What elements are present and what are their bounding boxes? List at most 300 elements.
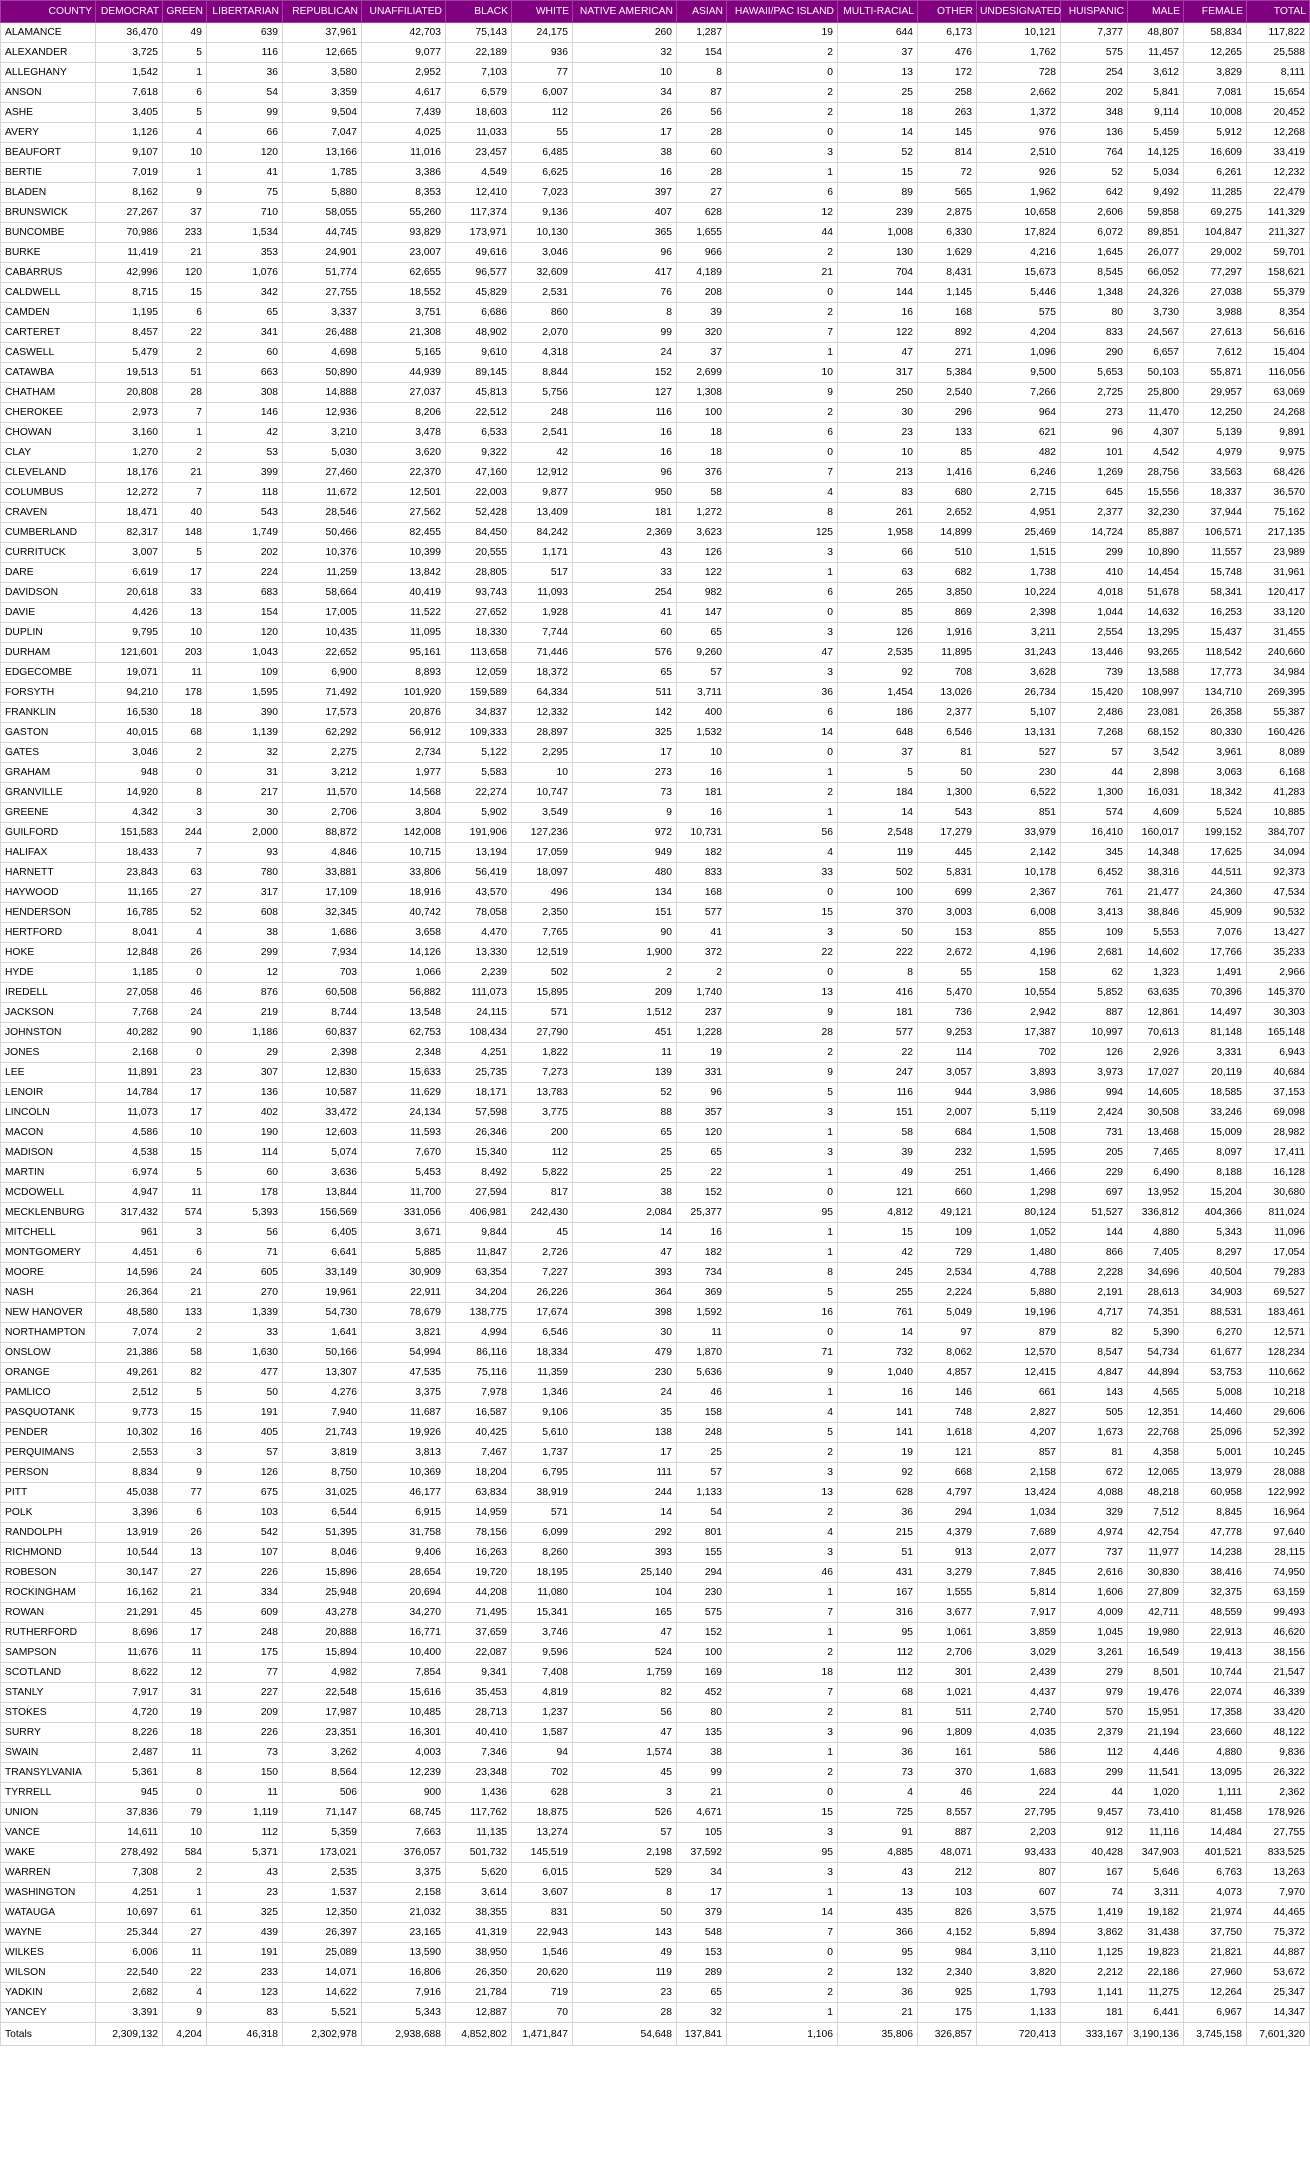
data-cell[interactable]: 145,519	[512, 1843, 573, 1863]
data-cell[interactable]: 14,484	[1184, 1823, 1247, 1843]
data-cell[interactable]: 121,601	[96, 643, 163, 663]
data-cell[interactable]: 6,173	[918, 23, 977, 43]
data-cell[interactable]: 279	[1061, 1663, 1128, 1683]
data-cell[interactable]: 53	[207, 443, 283, 463]
data-cell[interactable]: 2,377	[918, 703, 977, 723]
column-header-green[interactable]: GREEN	[163, 1, 207, 23]
data-cell[interactable]: 2	[163, 1863, 207, 1883]
data-cell[interactable]: 6,579	[446, 83, 512, 103]
data-cell[interactable]: 936	[512, 43, 573, 63]
data-cell[interactable]: 43	[838, 1863, 918, 1883]
data-cell[interactable]: 13,295	[1128, 623, 1184, 643]
data-cell[interactable]: 1,532	[677, 723, 727, 743]
data-cell[interactable]: 6,405	[283, 1223, 362, 1243]
county-name-cell[interactable]: WASHINGTON	[1, 1883, 96, 1903]
data-cell[interactable]: 18,433	[96, 843, 163, 863]
data-cell[interactable]: 25,096	[1184, 1423, 1247, 1443]
data-cell[interactable]: 56	[677, 103, 727, 123]
data-cell[interactable]: 317,432	[96, 1203, 163, 1223]
data-cell[interactable]: 7	[163, 403, 207, 423]
data-cell[interactable]: 7,768	[96, 1003, 163, 1023]
data-cell[interactable]: 20,618	[96, 583, 163, 603]
data-cell[interactable]: 22,074	[1184, 1683, 1247, 1703]
data-cell[interactable]: 345	[1061, 843, 1128, 863]
data-cell[interactable]: 5,139	[1184, 423, 1247, 443]
data-cell[interactable]: 948	[96, 763, 163, 783]
data-cell[interactable]: 20,876	[362, 703, 446, 723]
data-cell[interactable]: 8,353	[362, 183, 446, 203]
data-cell[interactable]: 151,583	[96, 823, 163, 843]
data-cell[interactable]: 47	[573, 1723, 677, 1743]
data-cell[interactable]: 60	[677, 143, 727, 163]
data-cell[interactable]: 152	[677, 1623, 727, 1643]
data-cell[interactable]: 158,621	[1247, 263, 1310, 283]
data-cell[interactable]: 103	[918, 1883, 977, 1903]
data-cell[interactable]: 15,009	[1184, 1123, 1247, 1143]
data-cell[interactable]: 14,622	[283, 1983, 362, 2003]
data-cell[interactable]: 3,973	[1061, 1063, 1128, 1083]
data-cell[interactable]: 9,406	[362, 1543, 446, 1563]
data-cell[interactable]: 833,525	[1247, 1843, 1310, 1863]
data-cell[interactable]: 3,607	[512, 1883, 573, 1903]
data-cell[interactable]: 719	[512, 1983, 573, 2003]
data-cell[interactable]: 26,350	[446, 1963, 512, 1983]
data-cell[interactable]: 144	[1061, 1223, 1128, 1243]
data-cell[interactable]: 126	[838, 623, 918, 643]
data-cell[interactable]: 46,339	[1247, 1683, 1310, 1703]
data-cell[interactable]: 173,021	[283, 1843, 362, 1863]
data-cell[interactable]: 3	[727, 1823, 838, 1843]
data-cell[interactable]: 81,458	[1184, 1803, 1247, 1823]
data-cell[interactable]: 609	[207, 1603, 283, 1623]
data-cell[interactable]: 49,261	[96, 1363, 163, 1383]
data-cell[interactable]: 644	[838, 23, 918, 43]
data-cell[interactable]: 27,460	[283, 463, 362, 483]
data-cell[interactable]: 5,646	[1128, 1863, 1184, 1883]
data-cell[interactable]: 18,471	[96, 503, 163, 523]
data-cell[interactable]: 949	[573, 843, 677, 863]
data-cell[interactable]: 2,512	[96, 1383, 163, 1403]
data-cell[interactable]: 3,775	[512, 1103, 573, 1123]
data-cell[interactable]: 122	[838, 323, 918, 343]
data-cell[interactable]: 9,077	[362, 43, 446, 63]
data-cell[interactable]: 3,612	[1128, 63, 1184, 83]
data-cell[interactable]: 2,398	[283, 1043, 362, 1063]
column-header-libertarian[interactable]: LIBERTARIAN	[207, 1, 283, 23]
data-cell[interactable]: 8,696	[96, 1623, 163, 1643]
data-cell[interactable]: 26,488	[283, 323, 362, 343]
data-cell[interactable]: 119	[573, 1963, 677, 1983]
data-cell[interactable]: 126	[207, 1463, 283, 1483]
data-cell[interactable]: 8,547	[1061, 1343, 1128, 1363]
data-cell[interactable]: 37	[677, 343, 727, 363]
data-cell[interactable]: 4	[727, 843, 838, 863]
data-cell[interactable]: 50,890	[283, 363, 362, 383]
data-cell[interactable]: 16	[838, 303, 918, 323]
data-cell[interactable]: 4,342	[96, 803, 163, 823]
data-cell[interactable]: 5,393	[207, 1203, 283, 1223]
county-name-cell[interactable]: CASWELL	[1, 343, 96, 363]
data-cell[interactable]: 27,267	[96, 203, 163, 223]
data-cell[interactable]: 2,672	[918, 943, 977, 963]
data-cell[interactable]: 14,724	[1061, 523, 1128, 543]
data-cell[interactable]: 511	[573, 683, 677, 703]
data-cell[interactable]: 25,347	[1247, 1983, 1310, 2003]
data-cell[interactable]: 66,052	[1128, 263, 1184, 283]
data-cell[interactable]: 5,030	[283, 443, 362, 463]
data-cell[interactable]: 9	[573, 803, 677, 823]
data-cell[interactable]: 30,508	[1128, 1103, 1184, 1123]
data-cell[interactable]: 71	[207, 1243, 283, 1263]
data-cell[interactable]: 1	[727, 1623, 838, 1643]
data-cell[interactable]: 33,120	[1247, 603, 1310, 623]
data-cell[interactable]: 14,238	[1184, 1543, 1247, 1563]
data-cell[interactable]: 3,961	[1184, 743, 1247, 763]
data-cell[interactable]: 7,663	[362, 1823, 446, 1843]
data-cell[interactable]: 11	[677, 1323, 727, 1343]
data-cell[interactable]: 62,292	[283, 723, 362, 743]
data-cell[interactable]: 543	[918, 803, 977, 823]
data-cell[interactable]: 5,359	[283, 1823, 362, 1843]
data-cell[interactable]: 7,405	[1128, 1243, 1184, 1263]
data-cell[interactable]: 292	[573, 1523, 677, 1543]
data-cell[interactable]: 21	[677, 1783, 727, 1803]
county-name-cell[interactable]: SURRY	[1, 1723, 96, 1743]
county-name-cell[interactable]: MACON	[1, 1123, 96, 1143]
data-cell[interactable]: 65	[677, 623, 727, 643]
data-cell[interactable]: 69,275	[1184, 203, 1247, 223]
data-cell[interactable]: 93,433	[977, 1843, 1061, 1863]
data-cell[interactable]: 3,210	[283, 423, 362, 443]
data-cell[interactable]: 4,470	[446, 923, 512, 943]
data-cell[interactable]: 807	[977, 1863, 1061, 1883]
data-cell[interactable]: 1,171	[512, 543, 573, 563]
data-cell[interactable]: 168	[677, 883, 727, 903]
totals-cell[interactable]: 1,106	[727, 2023, 838, 2046]
data-cell[interactable]: 501,732	[446, 1843, 512, 1863]
data-cell[interactable]: 13,842	[362, 563, 446, 583]
data-cell[interactable]: 47	[727, 643, 838, 663]
data-cell[interactable]: 3	[163, 803, 207, 823]
data-cell[interactable]: 10,587	[283, 1083, 362, 1103]
county-name-cell[interactable]: HENDERSON	[1, 903, 96, 923]
data-cell[interactable]: 56	[207, 1223, 283, 1243]
data-cell[interactable]: 26	[573, 103, 677, 123]
county-name-cell[interactable]: MITCHELL	[1, 1223, 96, 1243]
data-cell[interactable]: 109	[1061, 923, 1128, 943]
data-cell[interactable]: 25	[677, 1443, 727, 1463]
data-cell[interactable]: 944	[918, 1083, 977, 1103]
data-cell[interactable]: 6,452	[1061, 863, 1128, 883]
data-cell[interactable]: 1,673	[1061, 1423, 1128, 1443]
data-cell[interactable]: 55,871	[1184, 363, 1247, 383]
data-cell[interactable]: 299	[207, 943, 283, 963]
data-cell[interactable]: 8,564	[283, 1763, 362, 1783]
data-cell[interactable]: 111,073	[446, 983, 512, 1003]
data-cell[interactable]: 10,554	[977, 983, 1061, 1003]
data-cell[interactable]: 10,008	[1184, 103, 1247, 123]
data-cell[interactable]: 294	[918, 1503, 977, 1523]
data-cell[interactable]: 994	[1061, 1083, 1128, 1103]
data-cell[interactable]: 7,917	[96, 1683, 163, 1703]
data-cell[interactable]: 5,620	[446, 1863, 512, 1883]
data-cell[interactable]: 17,054	[1247, 1243, 1310, 1263]
data-cell[interactable]: 82	[1061, 1323, 1128, 1343]
data-cell[interactable]: 117,374	[446, 203, 512, 223]
data-cell[interactable]: 628	[512, 1783, 573, 1803]
data-cell[interactable]: 85,887	[1128, 523, 1184, 543]
data-cell[interactable]: 32,230	[1128, 503, 1184, 523]
data-cell[interactable]: 301	[918, 1663, 977, 1683]
data-cell[interactable]: 19	[163, 1703, 207, 1723]
data-cell[interactable]: 248	[512, 403, 573, 423]
data-cell[interactable]: 40,425	[446, 1423, 512, 1443]
data-cell[interactable]: 126	[1061, 1043, 1128, 1063]
data-cell[interactable]: 11,259	[283, 563, 362, 583]
data-cell[interactable]: 761	[1061, 883, 1128, 903]
data-cell[interactable]: 2,168	[96, 1043, 163, 1063]
data-cell[interactable]: 213	[838, 463, 918, 483]
data-cell[interactable]: 40,742	[362, 903, 446, 923]
data-cell[interactable]: 476	[918, 43, 977, 63]
data-cell[interactable]: 2,486	[1061, 703, 1128, 723]
data-cell[interactable]: 127,236	[512, 823, 573, 843]
data-cell[interactable]: 43	[207, 1863, 283, 1883]
data-cell[interactable]: 11,275	[1128, 1983, 1184, 2003]
data-cell[interactable]: 13,588	[1128, 663, 1184, 683]
data-cell[interactable]: 68	[163, 723, 207, 743]
data-cell[interactable]: 364	[573, 1283, 677, 1303]
data-cell[interactable]: 502	[838, 863, 918, 883]
data-cell[interactable]: 5,610	[512, 1423, 573, 1443]
data-cell[interactable]: 2,898	[1128, 763, 1184, 783]
data-cell[interactable]: 2	[163, 743, 207, 763]
data-cell[interactable]: 19,961	[283, 1283, 362, 1303]
data-cell[interactable]: 18	[163, 703, 207, 723]
data-cell[interactable]: 51,527	[1061, 1203, 1128, 1223]
data-cell[interactable]: 11	[573, 1043, 677, 1063]
data-cell[interactable]: 56,419	[446, 863, 512, 883]
data-cell[interactable]: 0	[163, 1783, 207, 1803]
data-cell[interactable]: 8,354	[1247, 303, 1310, 323]
data-cell[interactable]: 25,800	[1128, 383, 1184, 403]
data-cell[interactable]: 11,676	[96, 1643, 163, 1663]
data-cell[interactable]: 18	[727, 1663, 838, 1683]
column-header-huispanic[interactable]: HUISPANIC	[1061, 1, 1128, 23]
data-cell[interactable]: 390	[207, 703, 283, 723]
data-cell[interactable]: 347,903	[1128, 1843, 1184, 1863]
data-cell[interactable]: 142,008	[362, 823, 446, 843]
county-name-cell[interactable]: CALDWELL	[1, 283, 96, 303]
data-cell[interactable]: 5,885	[362, 1243, 446, 1263]
data-cell[interactable]: 11,285	[1184, 183, 1247, 203]
data-cell[interactable]: 38,950	[446, 1943, 512, 1963]
data-cell[interactable]: 278,492	[96, 1843, 163, 1863]
data-cell[interactable]: 44,939	[362, 363, 446, 383]
data-cell[interactable]: 1,034	[977, 1503, 1061, 1523]
data-cell[interactable]: 28	[163, 383, 207, 403]
data-cell[interactable]: 1,512	[573, 1003, 677, 1023]
data-cell[interactable]: 369	[677, 1283, 727, 1303]
data-cell[interactable]: 18,585	[1184, 1083, 1247, 1103]
data-cell[interactable]: 254	[573, 583, 677, 603]
data-cell[interactable]: 16,530	[96, 703, 163, 723]
data-cell[interactable]: 801	[677, 1523, 727, 1543]
data-cell[interactable]: 529	[573, 1863, 677, 1883]
data-cell[interactable]: 2,734	[362, 743, 446, 763]
data-cell[interactable]: 167	[838, 1583, 918, 1603]
data-cell[interactable]: 12,830	[283, 1063, 362, 1083]
data-cell[interactable]: 116	[573, 403, 677, 423]
data-cell[interactable]: 3,359	[283, 83, 362, 103]
data-cell[interactable]: 5,343	[362, 2003, 446, 2023]
data-cell[interactable]: 8,545	[1061, 263, 1128, 283]
data-cell[interactable]: 17,824	[977, 223, 1061, 243]
data-cell[interactable]: 13,844	[283, 1183, 362, 1203]
totals-cell[interactable]: 333,167	[1061, 2023, 1128, 2046]
data-cell[interactable]: 6,270	[1184, 1323, 1247, 1343]
data-cell[interactable]: 4,204	[977, 323, 1061, 343]
data-cell[interactable]: 18,330	[446, 623, 512, 643]
data-cell[interactable]: 73,410	[1128, 1803, 1184, 1823]
data-cell[interactable]: 19,513	[96, 363, 163, 383]
data-cell[interactable]: 99	[677, 1763, 727, 1783]
data-cell[interactable]: 3,405	[96, 103, 163, 123]
data-cell[interactable]: 19,071	[96, 663, 163, 683]
data-cell[interactable]: 27,613	[1184, 323, 1247, 343]
data-cell[interactable]: 30	[573, 1323, 677, 1343]
data-cell[interactable]: 134,710	[1184, 683, 1247, 703]
data-cell[interactable]: 9,114	[1128, 103, 1184, 123]
data-cell[interactable]: 11,541	[1128, 1763, 1184, 1783]
data-cell[interactable]: 42	[838, 1243, 918, 1263]
data-cell[interactable]: 23	[207, 1883, 283, 1903]
data-cell[interactable]: 1,759	[573, 1663, 677, 1683]
data-cell[interactable]: 663	[207, 363, 283, 383]
data-cell[interactable]: 26,358	[1184, 703, 1247, 723]
data-cell[interactable]: 19	[727, 23, 838, 43]
data-cell[interactable]: 44	[727, 223, 838, 243]
data-cell[interactable]: 4,276	[283, 1383, 362, 1403]
data-cell[interactable]: 7,023	[512, 183, 573, 203]
column-header-total[interactable]: TOTAL	[1247, 1, 1310, 23]
data-cell[interactable]: 1,555	[918, 1583, 977, 1603]
data-cell[interactable]: 10,130	[512, 223, 573, 243]
data-cell[interactable]: 12,264	[1184, 1983, 1247, 2003]
data-cell[interactable]: 1	[727, 763, 838, 783]
data-cell[interactable]: 1,606	[1061, 1583, 1128, 1603]
data-cell[interactable]: 233	[163, 223, 207, 243]
data-cell[interactable]: 317	[838, 363, 918, 383]
data-cell[interactable]: 155	[677, 1543, 727, 1563]
data-cell[interactable]: 68	[838, 1683, 918, 1703]
data-cell[interactable]: 12,861	[1128, 1003, 1184, 1023]
county-name-cell[interactable]: DAVIE	[1, 603, 96, 623]
data-cell[interactable]: 13,026	[918, 683, 977, 703]
data-cell[interactable]: 22,911	[362, 1283, 446, 1303]
data-cell[interactable]: 15	[727, 1803, 838, 1823]
data-cell[interactable]: 404,366	[1184, 1203, 1247, 1223]
data-cell[interactable]: 18	[163, 1723, 207, 1743]
data-cell[interactable]: 3,261	[1061, 1643, 1128, 1663]
data-cell[interactable]: 88,872	[283, 823, 362, 843]
county-name-cell[interactable]: SWAIN	[1, 1743, 96, 1763]
data-cell[interactable]: 2,398	[977, 603, 1061, 623]
data-cell[interactable]: 255	[838, 1283, 918, 1303]
data-cell[interactable]: 3,623	[677, 523, 727, 543]
data-cell[interactable]: 113,658	[446, 643, 512, 663]
data-cell[interactable]: 4,073	[1184, 1883, 1247, 1903]
data-cell[interactable]: 1,186	[207, 1023, 283, 1043]
data-cell[interactable]: 2,740	[977, 1703, 1061, 1723]
data-cell[interactable]: 511	[918, 1703, 977, 1723]
county-name-cell[interactable]: MARTIN	[1, 1163, 96, 1183]
data-cell[interactable]: 4,717	[1061, 1303, 1128, 1323]
data-cell[interactable]: 336,812	[1128, 1203, 1184, 1223]
data-cell[interactable]: 146	[207, 403, 283, 423]
data-cell[interactable]: 27,755	[1247, 1823, 1310, 1843]
data-cell[interactable]: 316	[838, 1603, 918, 1623]
data-cell[interactable]: 144	[838, 283, 918, 303]
data-cell[interactable]: 3,711	[677, 683, 727, 703]
data-cell[interactable]: 3,311	[1128, 1883, 1184, 1903]
data-cell[interactable]: 34,984	[1247, 663, 1310, 683]
data-cell[interactable]: 4,979	[1184, 443, 1247, 463]
data-cell[interactable]: 35,453	[446, 1683, 512, 1703]
data-cell[interactable]: 232	[918, 1143, 977, 1163]
data-cell[interactable]: 8,557	[918, 1803, 977, 1823]
data-cell[interactable]: 95	[838, 1943, 918, 1963]
data-cell[interactable]: 85	[838, 603, 918, 623]
data-cell[interactable]: 1,126	[96, 123, 163, 143]
data-cell[interactable]: 3,746	[512, 1623, 573, 1643]
data-cell[interactable]: 14,460	[1184, 1403, 1247, 1423]
data-cell[interactable]: 19,823	[1128, 1943, 1184, 1963]
data-cell[interactable]: 26,346	[446, 1123, 512, 1143]
data-cell[interactable]: 16,587	[446, 1403, 512, 1423]
data-cell[interactable]: 11,891	[96, 1063, 163, 1083]
data-cell[interactable]: 43,278	[283, 1603, 362, 1623]
data-cell[interactable]: 70,396	[1184, 983, 1247, 1003]
data-cell[interactable]: 47	[573, 1243, 677, 1263]
data-cell[interactable]: 19,476	[1128, 1683, 1184, 1703]
county-name-cell[interactable]: CATAWBA	[1, 363, 96, 383]
data-cell[interactable]: 81	[838, 1703, 918, 1723]
data-cell[interactable]: 153	[918, 923, 977, 943]
data-cell[interactable]: 3,819	[283, 1443, 362, 1463]
data-cell[interactable]: 248	[677, 1423, 727, 1443]
data-cell[interactable]: 398	[573, 1303, 677, 1323]
data-cell[interactable]: 87	[677, 83, 727, 103]
data-cell[interactable]: 27,058	[96, 983, 163, 1003]
data-cell[interactable]: 21,291	[96, 1603, 163, 1623]
data-cell[interactable]: 1,300	[918, 783, 977, 803]
column-header-native-american[interactable]: NATIVE AMERICAN	[573, 1, 677, 23]
data-cell[interactable]: 3,730	[1128, 303, 1184, 323]
data-cell[interactable]: 11	[163, 663, 207, 683]
data-cell[interactable]: 111	[573, 1463, 677, 1483]
data-cell[interactable]: 151	[573, 903, 677, 923]
data-cell[interactable]: 8,062	[918, 1343, 977, 1363]
data-cell[interactable]: 73	[573, 783, 677, 803]
data-cell[interactable]: 4,358	[1128, 1443, 1184, 1463]
data-cell[interactable]: 887	[918, 1823, 977, 1843]
data-cell[interactable]: 263	[918, 103, 977, 123]
data-cell[interactable]: 265	[838, 583, 918, 603]
data-cell[interactable]: 227	[207, 1683, 283, 1703]
data-cell[interactable]: 17,027	[1128, 1063, 1184, 1083]
data-cell[interactable]: 1,076	[207, 263, 283, 283]
